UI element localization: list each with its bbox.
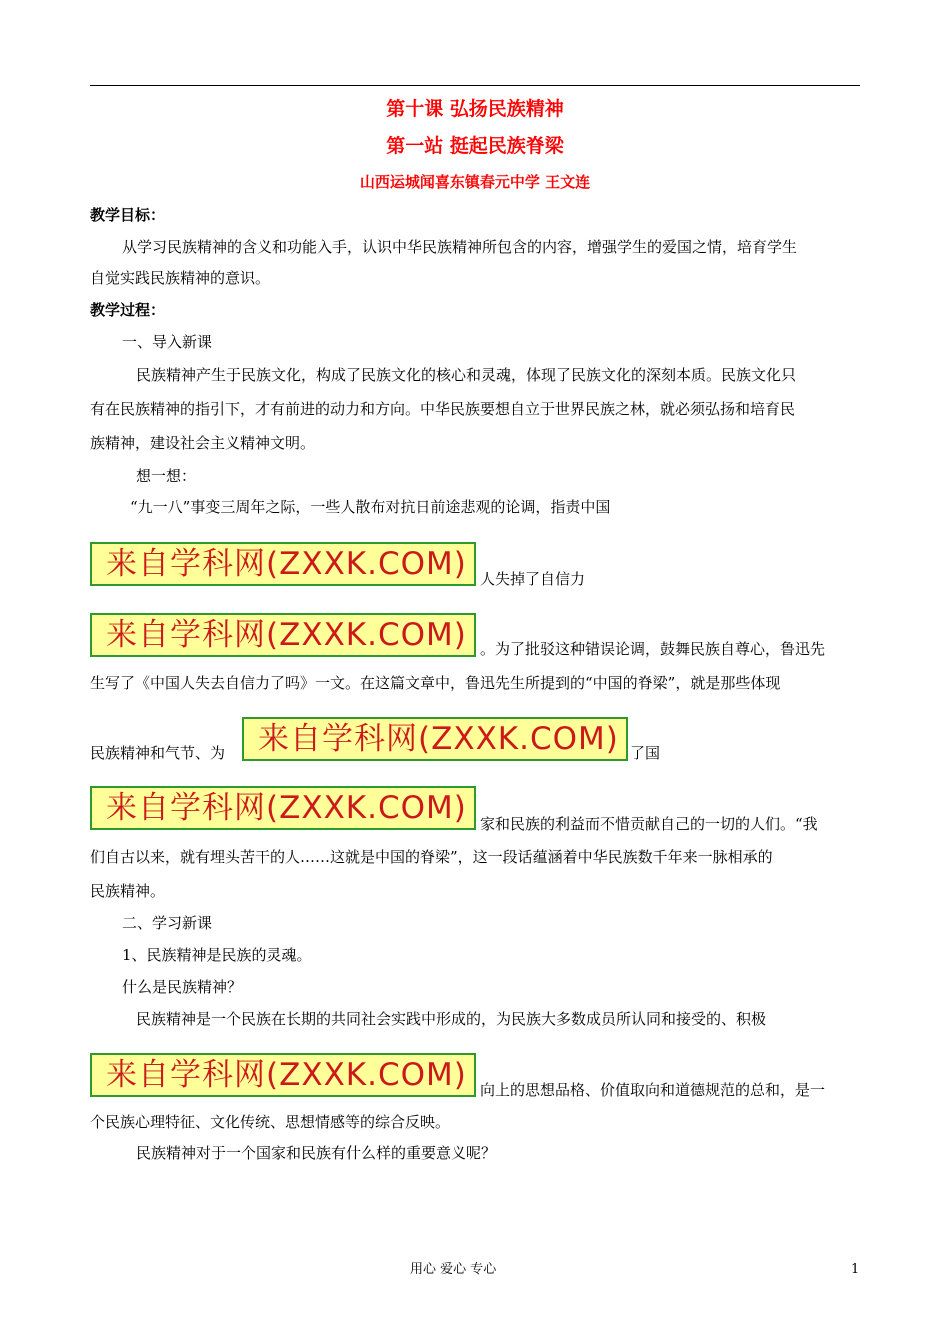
- paragraph-line: 民族精神和气节、为: [90, 744, 226, 762]
- watermark-banner: 来自学科网(ZXXK.COM): [242, 717, 628, 761]
- paragraph-line: 家和民族的利益而不惜贡献自己的一切的人们。“我: [480, 815, 818, 833]
- author-line: 山西运城闻喜东镇春元中学 王文连: [359, 173, 591, 191]
- paragraph-line: 民族精神。: [90, 882, 166, 900]
- goal-text-line: 自觉实践民族精神的意识。: [90, 269, 271, 287]
- goal-heading: 教学目标：: [90, 206, 166, 224]
- paragraph-line: 人失掉了自信力: [480, 570, 586, 588]
- paragraph-line: “九一八”事变三周年之际，一些人散布对抗日前途悲观的论调，指责中国: [130, 498, 611, 516]
- lesson-subtitle: 第一站 挺起民族脊梁: [386, 135, 564, 157]
- question-line: 什么是民族精神？: [122, 978, 243, 996]
- paragraph-line: 有在民族精神的指引下，才有前进的动力和方向。中华民族要想自立于世界民族之林，就必须弘扬和培育民: [90, 400, 796, 418]
- paragraph-line: 向上的思想品格、价值取向和道德规范的总和，是一: [480, 1081, 826, 1099]
- watermark-banner: 来自学科网(ZXXK.COM): [90, 1053, 476, 1097]
- question-line: 民族精神对于一个国家和民族有什么样的重要意义呢？: [136, 1144, 497, 1162]
- watermark-banner: 来自学科网(ZXXK.COM): [90, 613, 476, 657]
- paragraph-line: 生写了《中国人失去自信力了吗》一文。在这篇文章中，鲁迅先生所提到的“中国的脊梁”，就是那些体现: [90, 674, 781, 692]
- paragraph-line: 个民族心理特征、文化传统、思想情感等的综合反映。: [90, 1113, 451, 1131]
- section-heading: 一、导入新课: [122, 333, 213, 351]
- goal-text-line: 从学习民族精神的含义和功能入手，认识中华民族精神所包含的内容，增强学生的爱国之情，培育学生: [122, 238, 798, 256]
- footer-motto: 用心 爱心 专心: [410, 1262, 497, 1277]
- header-rule: [90, 85, 860, 86]
- section-heading: 二、学习新课: [122, 914, 213, 932]
- paragraph-line: 了国: [630, 744, 661, 762]
- paragraph-line: 。为了批驳这种错误论调，鼓舞民族自尊心，鲁迅先: [480, 640, 826, 658]
- watermark-banner: 来自学科网(ZXXK.COM): [90, 542, 476, 586]
- paragraph-line: 族精神，建设社会主义精神文明。: [90, 434, 316, 452]
- lesson-title: 第十课 弘扬民族精神: [386, 98, 564, 120]
- paragraph-line: 们自古以来，就有埋头苦干的人……这就是中国的脊梁”，这一段话蕴涵着中华民族数千年来一脉相承的: [90, 848, 773, 866]
- point-heading: 1、民族精神是民族的灵魂。: [122, 946, 312, 964]
- watermark-banner: 来自学科网(ZXXK.COM): [90, 786, 476, 830]
- paragraph-line: 民族精神是一个民族在长期的共同社会实践中形成的，为民族大多数成员所认同和接受的、积极: [136, 1010, 767, 1028]
- page-number: 1: [851, 1262, 860, 1277]
- paragraph-line: 民族精神产生于民族文化，构成了民族文化的核心和灵魂，体现了民族文化的深刻本质。民族文化只: [136, 366, 797, 384]
- process-heading: 教学过程：: [90, 301, 166, 319]
- think-prompt: 想一想：: [136, 467, 197, 485]
